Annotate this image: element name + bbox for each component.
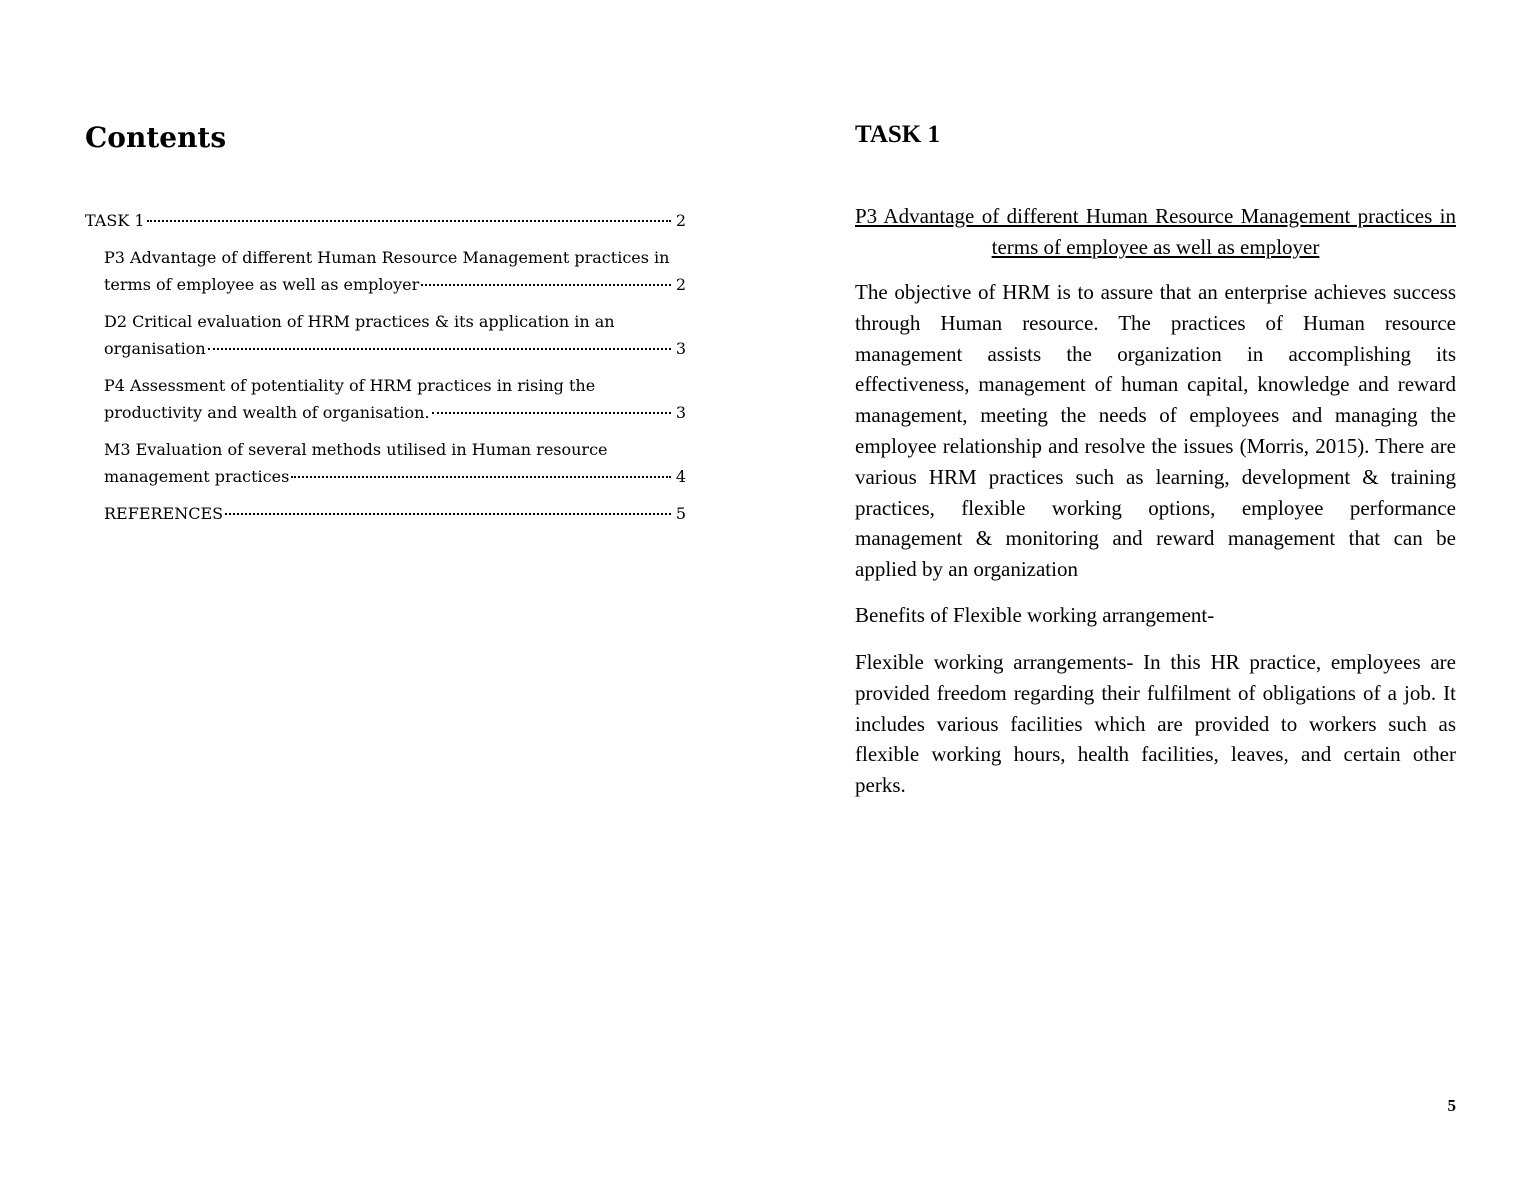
toc-entry-label: TASK 1 — [85, 211, 145, 230]
toc-entry-m3[interactable] — [85, 436, 686, 490]
toc-entry-label: REFERENCES — [104, 504, 224, 523]
toc-entry-line — [104, 500, 686, 527]
toc-entry-label-line-2: productivity and wealth of organisation. — [104, 403, 430, 422]
toc-entry-line — [104, 399, 686, 426]
toc-entry-p3[interactable] — [85, 244, 686, 298]
toc-entry-label-line-2: management practices — [104, 467, 290, 486]
toc-entry-label-line-2: organisation — [104, 339, 206, 358]
toc-entry-p4[interactable] — [85, 372, 686, 426]
toc-entry-label-line-1: M3 Evaluation of several methods utilised in Human resource — [104, 440, 608, 459]
toc-entry-label-line-1: P4 Assessment of potentiality of HRM practices in rising the — [104, 376, 596, 395]
toc-entry-line — [104, 463, 686, 490]
toc-page-number: 3 — [675, 339, 686, 358]
section-heading: P3 Advantage of different Human Resource Management practices in terms of employee as well as employer — [855, 204, 1456, 259]
toc-leader-dots — [421, 283, 671, 286]
body-paragraph: Flexible working arrangements- In this HR practice, employees are provided freedom regarding their fulfilment of obligations of a job. It includes various facilities which are provided to workers such as flexible working hours, health facilities, leaves, and certain other perks. — [855, 650, 1456, 798]
toc-entry-task-1[interactable] — [85, 207, 686, 234]
task-heading: TASK 1 — [855, 121, 940, 148]
toc-page-number: 2 — [675, 275, 686, 294]
toc-entry-label-line-2: terms of employee as well as employer — [104, 275, 420, 294]
toc-entry-line — [104, 335, 686, 362]
toc-leader-dots — [225, 512, 671, 515]
toc-page-number: 2 — [675, 211, 686, 230]
toc-entry-line — [85, 207, 686, 234]
toc-page-number: 4 — [675, 467, 686, 486]
toc-leader-dots — [147, 219, 671, 222]
toc-entry-label-line-1: D2 Critical evaluation of HRM practices & its application in an — [104, 312, 615, 331]
body-paragraph: Benefits of Flexible working arrangement- — [855, 603, 1215, 627]
toc-entry-line — [104, 271, 686, 298]
toc-entry-label-line-1: P3 Advantage of different Human Resource Management practices in — [104, 248, 670, 267]
toc-leader-dots — [432, 411, 671, 414]
toc-page-number: 3 — [675, 403, 686, 422]
toc-leader-dots — [291, 475, 671, 478]
page-number: 5 — [1447, 1096, 1456, 1115]
contents-title: Contents — [85, 121, 227, 154]
toc-entry-references[interactable] — [85, 500, 686, 527]
document-page — [770, 0, 1540, 1190]
body-paragraph: The objective of HRM is to assure that an enterprise achieves success through Human resource. The practices of Human resource management assists the organization in accomplishing its effectiveness, management of human capital, knowledge and reward management, meeting the needs of employees and managing the employee relationship and resolve the issues (Morris, 2015). There are various HRM practices such as learning, development & training practices, flexible working options, employee performance management & monitoring and reward management that can be applied by an organization — [855, 280, 1456, 582]
toc-entry-d2[interactable] — [85, 308, 686, 362]
table-of-contents — [85, 207, 686, 537]
toc-leader-dots — [208, 347, 671, 350]
toc-page-number: 5 — [675, 504, 686, 523]
